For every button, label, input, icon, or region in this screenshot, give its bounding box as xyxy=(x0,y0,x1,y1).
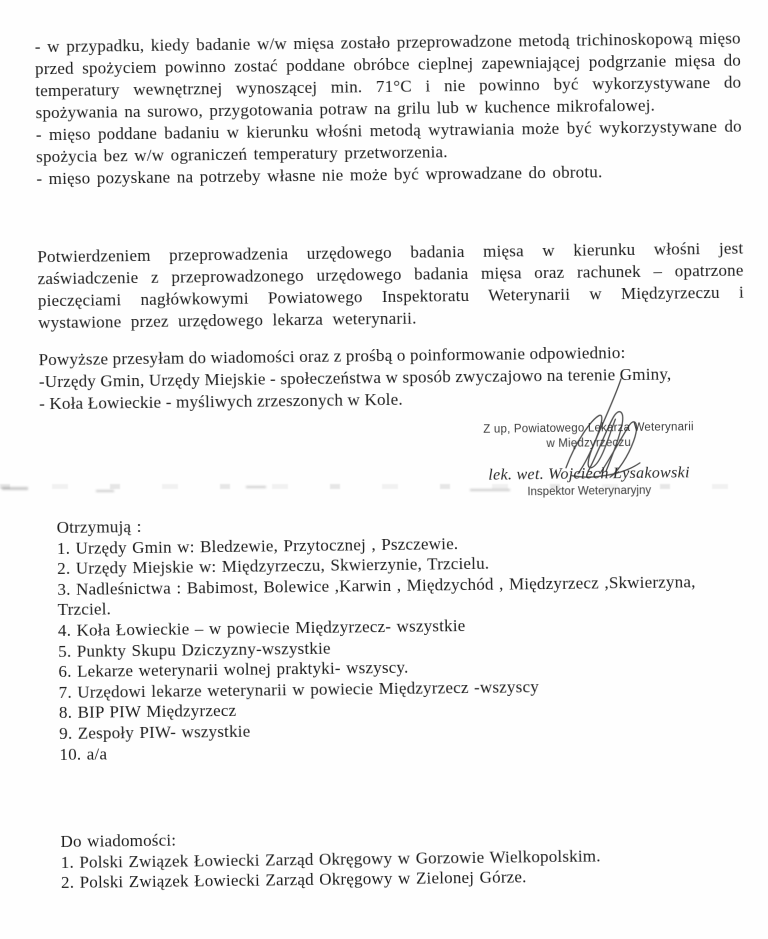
recipient-item: 8. BIP PIW Międzyrzecz xyxy=(58,701,237,723)
cc-item: 1. Polski Związek Łowiecki Zarząd Okręgowy w Gorzowie Wielkopolskim. xyxy=(60,845,601,872)
recipient-item: 9. Zespoły PIW- wszystkie xyxy=(59,721,251,743)
paragraph-no-trade: - mięso pozyskane na potrzeby własne nie może być wprowadzane do obrotu. xyxy=(36,162,603,189)
scanner-smudge xyxy=(2,487,28,490)
paragraph-distribution-intro: Powyższe przesyłam do wiadomości oraz z prośbą o poinformowanie odpowiednio: xyxy=(38,343,626,370)
recipient-item: 6. Lekarze weterynarii wolnej praktyki- wszyscy. xyxy=(58,657,409,682)
scanner-noise-band xyxy=(0,484,768,489)
cc-heading: Do wiadomości: xyxy=(60,830,177,851)
scanner-smudge xyxy=(96,490,114,492)
cc-section xyxy=(60,823,761,893)
recipient-item: 3. Nadleśnictwa : Babimost, Bolewice ,Karwin , Międzychód , Międzyrzecz ,Skwierzyna, Trzciel. xyxy=(57,571,696,620)
signer-title: Inspektor Weterynaryjny xyxy=(527,484,652,499)
cc-item: 2. Polski Związek Łowiecki Zarząd Okręgowy w Zielonej Górze. xyxy=(60,867,527,893)
recipient-item: 5. Punkty Skupu Dziczyzny-wszystkie xyxy=(58,638,331,661)
paragraph-digestion-method: - mięso poddane badaniu w kierunku włośni metodą wytrawiania może być wykorzystywane do spożycia bez w/w ograniczeń temperatury przetworzenia. xyxy=(35,116,742,167)
recipient-item: 7. Urzędowi lekarze weterynarii w powiecie Międzyrzecz -wszyscy xyxy=(58,676,540,702)
paragraph-distribution-offices: -Urzędy Gmin, Urzędy Miejskie - społeczeństwa w sposób zwyczajowo na terenie Gminy, xyxy=(38,364,672,392)
scanner-smudge xyxy=(470,489,510,491)
recipient-item: 4. Koła Łowieckie – w powiecie Międzyrzecz- wszystkie xyxy=(57,615,466,640)
conditions-section xyxy=(35,28,743,191)
stamp-authority-line: Z up, Powiatowego Lekarza Weterynarii xyxy=(483,421,694,436)
signer-name: lek. wet. Wojciech Łysakowski xyxy=(488,464,690,484)
recipients-section xyxy=(57,510,744,765)
confirmation-section xyxy=(37,238,744,335)
stamp-location-line: w Międzyrzeczu xyxy=(546,436,632,451)
distribution-note-section xyxy=(38,340,755,415)
paragraph-distribution-hunting: - Koła Łowieckie - myśliwych zrzeszonych w Kole. xyxy=(39,389,403,414)
recipient-item: 10. a/a xyxy=(59,743,108,764)
recipient-item: 1. Urzędy Gmin w: Bledzewie, Przytocznej , Pszczewie. xyxy=(56,533,459,558)
recipient-item: 2. Urzędy Miejskie w: Międzyrzeczu, Skwierzynie, Trzcielu. xyxy=(57,553,490,579)
paragraph-confirmation: Potwierdzeniem przeprowadzenia urzędowego badania mięsa w kierunku włośni jest zaświadczenie z przeprowadzonego urzędowego badania mięsa oraz rachunek – opatrzone pieczęciami nagłówkowymi Powiatowego Inspektoratu Weterynarii w Międzyrzeczu i wystawione przez urzędowego lekarza weterynarii. xyxy=(37,238,744,333)
recipients-heading: Otrzymują : xyxy=(56,516,142,538)
scanner-smudge xyxy=(246,486,266,488)
paragraph-trichinoscopy-method: - w przypadku, kiedy badanie w/w mięsa zostało przeprowadzone metodą trichinoskopową mięso przed spożyciem powinno zostać poddane obróbce cieplnej zapewniającej podgrzanie mięsa do temperatury wewnętrznej wynoszącej min. 71°C i nie powinno być wykorzystywane do spożywania na surowo, przygotowania potraw na grilu lub w kuchence mikrofalowej. xyxy=(34,28,742,123)
